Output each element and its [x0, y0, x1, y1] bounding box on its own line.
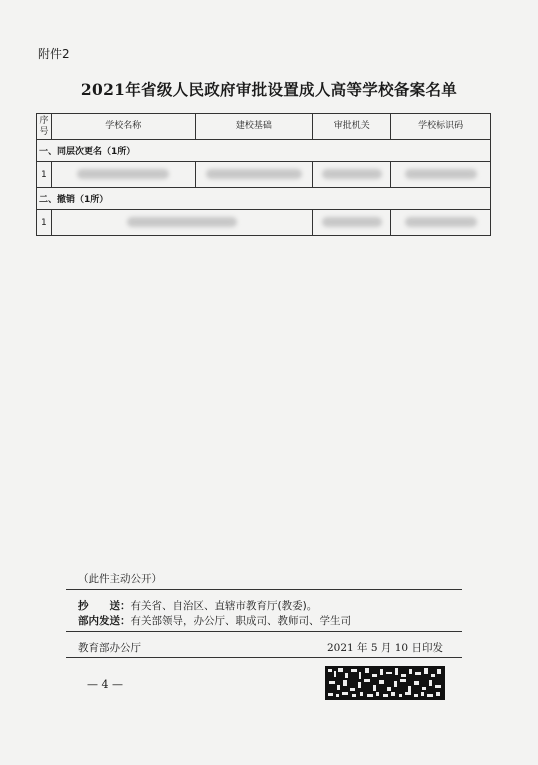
cc-line: [78, 598, 317, 613]
divider: [66, 657, 462, 658]
barcode-icon: [325, 666, 445, 700]
cc-text: 有关省、自治区、直辖市教育厅(教委)。: [130, 600, 318, 612]
section-row-revoke: [37, 188, 491, 210]
table-row: [37, 162, 491, 188]
registry-table: [36, 113, 491, 236]
cc-label: 抄 送：: [78, 600, 131, 612]
internal-distribution-line: [78, 613, 351, 628]
table-row: [37, 210, 491, 236]
redacted-founding-basis: [195, 162, 313, 188]
redacted-approving-authority: [313, 210, 391, 236]
table-header-row: [37, 114, 491, 140]
header-school-code: 学校标识码: [391, 114, 491, 140]
issue-date: 2021 年 5 月 10 日印发: [327, 642, 443, 654]
internal-text: 有关部领导，办公厅、职成司、教师司、学生司: [130, 615, 351, 627]
redacted-approving-authority: [313, 162, 391, 188]
redacted-school-name: [51, 162, 195, 188]
page-number: — 4 —: [87, 678, 123, 691]
divider: [66, 631, 462, 632]
header-index: 序号: [37, 114, 52, 140]
header-approving-authority: 审批机关: [313, 114, 391, 140]
attachment-label: 附件2: [38, 47, 70, 61]
section-row-rename: [37, 140, 491, 162]
row-index: 1: [37, 210, 52, 236]
redacted-school-code: [391, 162, 491, 188]
section-label: 一、同层次更名（1所）: [37, 140, 491, 162]
issuer: 教育部办公厅: [78, 642, 141, 654]
public-notice: （此件主动公开）: [78, 573, 162, 585]
document-title: 2021年省级人民政府审批设置成人高等学校备案名单: [80, 80, 458, 99]
header-school-name: 学校名称: [51, 114, 195, 140]
redacted-school-code: [391, 210, 491, 236]
internal-label: 部内发送：: [78, 615, 131, 627]
header-founding-basis: 建校基础: [195, 114, 313, 140]
redacted-school-name: [51, 210, 312, 236]
divider: [66, 589, 462, 590]
section-label: 二、撤销（1所）: [37, 188, 491, 210]
row-index: 1: [37, 162, 52, 188]
